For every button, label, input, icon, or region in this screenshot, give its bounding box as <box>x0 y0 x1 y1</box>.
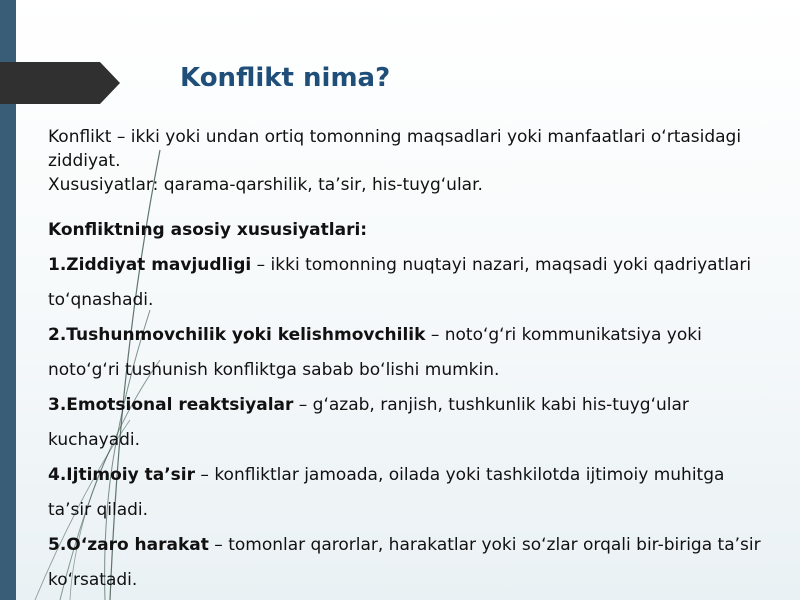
item-term: Ziddiyat mavjudligi <box>66 255 252 275</box>
definition-text: Konflikt – ikki yoki undan ortiq tomonning maqsadlari yoki manfaatlari o‘rtasidagi ziddiyat. <box>48 127 742 171</box>
item-description: – g‘azab, ranjish, tushkunlik kabi his-tuyg‘ular kuchayadi. <box>48 395 689 450</box>
characteristics-list <box>48 213 768 598</box>
list-item <box>48 248 768 318</box>
slide-title: Konflikt nima? <box>180 63 391 93</box>
item-term: O‘zaro harakat <box>66 535 209 555</box>
item-number: 4. <box>48 465 67 485</box>
item-description: – tomonlar qarorlar, harakatlar yoki so‘zlar orqali bir-biriga ta’sir ko‘rsatadi. <box>48 535 761 590</box>
item-term: Tushunmovchilik yoki kelishmovchilik <box>66 325 426 345</box>
item-number: 3. <box>48 395 67 415</box>
item-description: – konfliktlar jamoada, oilada yoki tashkilotda ijtimoiy muhitga ta’sir qiladi. <box>48 465 725 520</box>
item-number: 5. <box>48 535 67 555</box>
list-item <box>48 528 768 598</box>
title-arrow-shape <box>0 62 120 104</box>
item-description: – noto‘g‘ri kommunikatsiya yoki noto‘g‘ri tushunish konfliktga sabab bo‘lishi mumkin. <box>48 325 702 380</box>
section-heading: Konfliktning asosiy xususiyatlari: <box>48 220 368 240</box>
item-number: 2. <box>48 325 67 345</box>
list-item <box>48 458 768 528</box>
list-item <box>48 388 768 458</box>
features-text: Xususiyatlar: qarama-qarshilik, ta’sir, his-tuyg‘ular. <box>48 175 483 195</box>
item-number: 1. <box>48 255 67 275</box>
list-item <box>48 318 768 388</box>
item-term: Ijtimoiy ta’sir <box>66 465 196 485</box>
item-description: – ikki tomonning nuqtayi nazari, maqsadi yoki qadriyatlari to‘qnashadi. <box>48 255 752 310</box>
intro-block <box>48 125 768 197</box>
item-term: Emotsional reaktsiyalar <box>66 395 294 415</box>
